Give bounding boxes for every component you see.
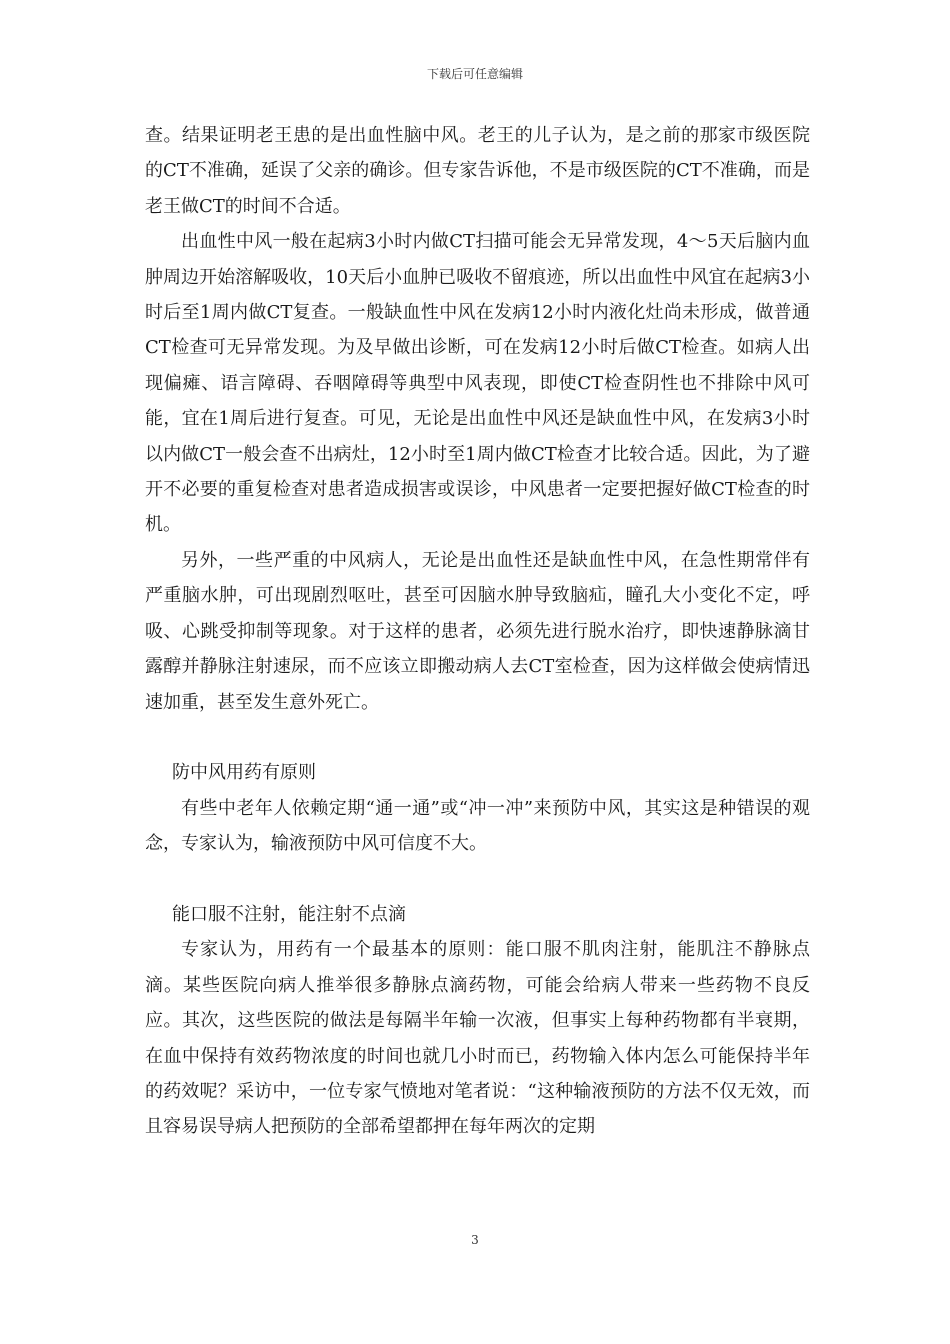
paragraph-3: 另外，一些严重的中风病人，无论是出血性还是缺血性中风，在急性期常伴有严重脑水肿，可出现剧烈呕吐，甚至可因脑水肿导致脑疝，瞳孔大小变化不定，呼吸、心跳受抑制等现象。对于这样的患者，必须先进行脱水治疗，即快速静脉滴甘露醇并静脉注射速尿，而不应该立即搬动病人去CT室检查，因为这样做会使病情迅速加重，甚至发生意外死亡。: [145, 549, 810, 713]
document-body: [145, 118, 810, 1145]
blank-line: [145, 862, 810, 897]
section-heading-1: 防中风用药有原则: [172, 762, 316, 784]
blank-line: [145, 720, 810, 755]
paragraph-5: 专家认为，用药有一个最基本的原则：能口服不肌肉注射，能肌注不静脉点滴。某些医院向病人推举很多静脉点滴药物，可能会给病人带来一些药物不良反应。其次，这些医院的做法是每隔半年输一次液，但事实上每种药物都有半衰期，在血中保持有效药物浓度的时间也就几小时而已，药物输入体内怎么可能保持半年的药效呢？采访中，一位专家气愤地对笔者说：“这种输液预防的方法不仅无效，而且容易误导病人把预防的全部希望都押在每年两次的定期: [145, 939, 810, 1138]
paragraph-4: 有些中老年人依赖定期“通一通”或“冲一冲”来预防中风，其实这是种错误的观念，专家认为，输液预防中风可信度不大。: [145, 797, 810, 855]
section-heading-2: 能口服不注射，能注射不点滴: [172, 903, 406, 925]
paragraph-2: 出血性中风一般在起病3小时内做CT扫描可能会无异常发现，4～5天后脑内血肿周边开始溶解吸收，10天后小血肿已吸收不留痕迹，所以出血性中风宜在起病3小时后至1周内做CT复查。一般缺血性中风在发病12小时内液化灶尚未形成，做普通CT检查可无异常发现。为及早做出诊断，可在发病12小时后做CT检查。如病人出现偏瘫、语言障碍、吞咽障碍等典型中风表现，即使CT检查阴性也不排除中风可能，宜在1周后进行复查。可见，无论是出血性中风还是缺血性中风，在发病3小时以内做CT一般会查不出病灶，12小时至1周内做CT检查才比较合适。因此，为了避开不必要的重复检查对患者造成损害或误诊，中风患者一定要把握好做CT检查的时机。: [145, 231, 810, 536]
page-header: 下载后可任意编辑: [426, 67, 523, 81]
page-number: 3: [471, 1233, 479, 1247]
paragraph-1: 查。结果证明老王患的是出血性脑中风。老王的儿子认为，是之前的那家市级医院的CT不准确，延误了父亲的确诊。但专家告诉他，不是市级医院的CT不准确，而是老王做CT的时间不合适。: [145, 125, 810, 217]
